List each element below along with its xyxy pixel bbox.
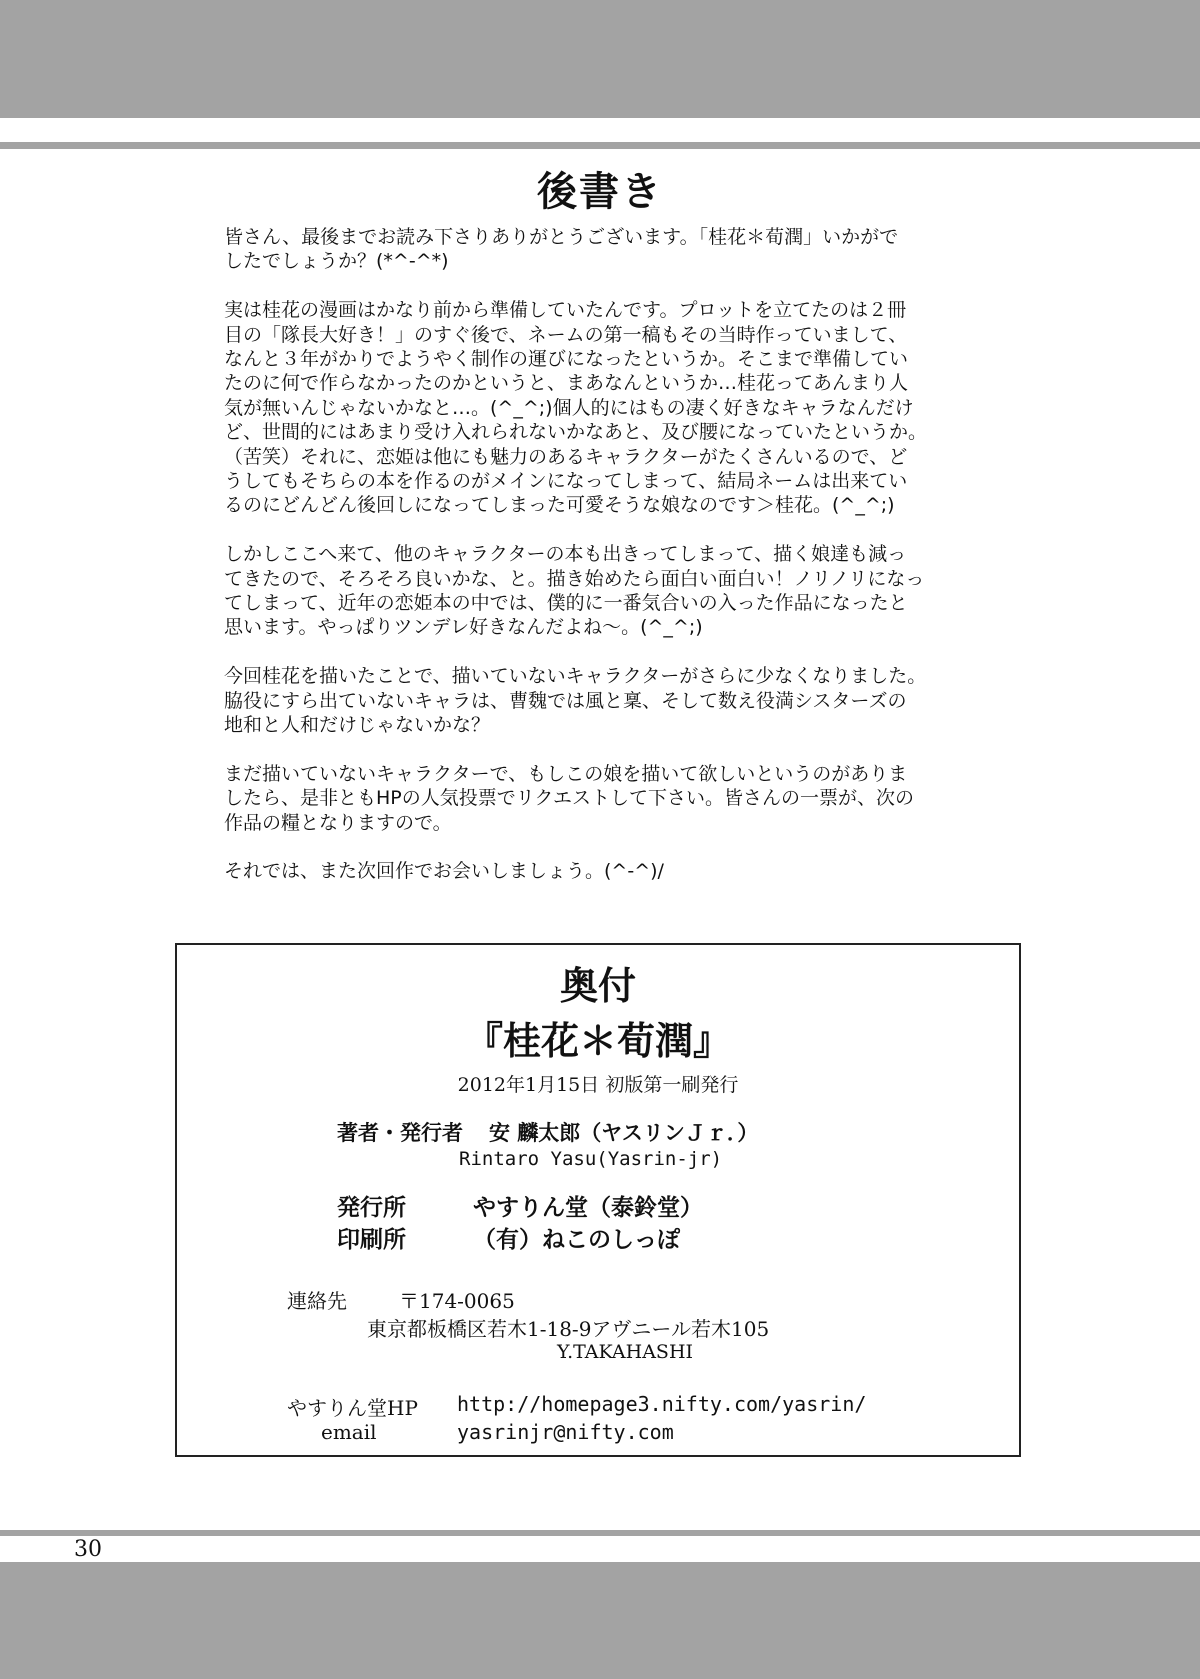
top-divider [0,142,1200,149]
contact-name: Y.TAKAHASHI [557,1341,694,1363]
afterword-line: 皆さん、最後までお読み下さりありがとうございます。「桂花＊荀潤」いかがで [224,226,899,248]
afterword-title: 後書き [537,169,663,215]
afterword-body [224,225,984,908]
afterword-paragraph [224,762,984,835]
afterword-line: 脇役にすら出ていないキャラは、曹魏では風と稟、そして数え役満シスターズの [224,689,907,712]
email-address: yasrinjr@nifty.com [457,1420,674,1444]
afterword-paragraph [224,542,984,640]
afterword-paragraph [224,664,984,737]
publication-date: 2012年1月15日 初版第一刷発行 [457,1074,739,1096]
email-label: email [321,1420,377,1444]
publisher-name: やすりん堂（泰鈴堂） [473,1195,703,1221]
afterword-line: 気が無いんじゃないかなと…。(^_^;)個人的にはもの凄く好きなキャラなんだけ [224,396,914,419]
afterword-line: てきたので、そろそろ良いかな、と。描き始めたら面白い面白い！ノリノリになっ [224,567,925,590]
bottom-gray-band [0,1562,1200,1679]
afterword-line: 思います。やっぱりツンデレ好きなんだよね～。(^_^;) [224,616,703,639]
afterword-line: しかしここへ来て、他のキャラクターの本も出きってしまって、描く娘達も減っ [224,543,907,566]
afterword-line: （苦笑）それに、恋姫は他にも魅力のあるキャラクターがたくさんいるので、ど [224,445,908,468]
author-roman-name: Rintaro Yasu(Yasrin-jr) [459,1148,723,1170]
homepage-label: やすりん堂HP [287,1396,418,1420]
bottom-divider [0,1530,1200,1536]
afterword-line: ど、世間的にはあまり受け入れられないかなあと、及び腰になっていたというか。 [224,421,928,444]
afterword-paragraph [224,859,984,883]
afterword-line: うしてもそちらの本を作るのがメインになってしまって、結局ネームは出来てい [224,470,908,493]
afterword-paragraph [224,225,984,274]
afterword-line: たのに何で作らなかったのかというと、まあなんというか…桂花ってあんまり人 [224,372,909,395]
author-label: 著者・発行者 [337,1121,463,1145]
colophon-heading: 奥付 [559,964,636,1008]
book-title: 『桂花＊荀潤』 [464,1018,731,1063]
printer-name: （有）ねこのしっぽ [473,1227,680,1253]
postal-code: 〒174-0065 [399,1289,515,1313]
afterword-line: 作品の糧となりますので。 [224,811,452,834]
afterword-line: まだ描いていないキャラクターで、もしこの娘を描いて欲しいというのがありま [224,762,908,785]
afterword-line: したら、是非ともHPの人気投票でリクエストして下さい。皆さんの一票が、次の [224,787,914,810]
afterword-line: 地和と人和だけじゃないかな？ [224,714,491,737]
afterword-line: 実は桂花の漫画はかなり前から準備していたんです。プロットを立てたのは２冊 [224,299,907,322]
afterword-line: 今回桂花を描いたことで、描いていないキャラクターがさらに少なくなりました。 [224,665,927,688]
afterword-line: したでしょうか？(*^-^*) [224,250,449,273]
afterword-line: てしまって、近年の恋姫本の中では、僕的に一番気合いの入った作品になったと [224,592,908,615]
top-gray-band [0,0,1200,118]
page-number: 30 [74,1537,102,1562]
homepage-url: http://homepage3.nifty.com/yasrin/ [457,1392,867,1416]
afterword-line: なんと３年がかりでようやく制作の運びになったというか。そこまで準備してい [224,348,909,371]
afterword-line: 目の「隊長大好き！」のすぐ後で、ネームの第一稿もその当時作っていまして、 [224,323,908,346]
printer-label: 印刷所 [337,1227,406,1253]
afterword-line: それでは、また次回作でお会いしましょう。(^-^)/ [224,860,664,883]
afterword-line: るのにどんどん後回しになってしまった可愛そうな娘なのです＞桂花。(^_^;) [224,494,895,517]
author-name: 安 麟太郎（ヤスリンＪｒ．） [489,1121,759,1145]
afterword-paragraph [224,298,984,518]
publisher-label: 発行所 [337,1195,406,1221]
contact-label: 連絡先 [287,1289,347,1313]
contact-address: 東京都板橋区若木1-18-9アヴニール若木105 [367,1317,770,1341]
colophon-box [175,943,1021,1457]
